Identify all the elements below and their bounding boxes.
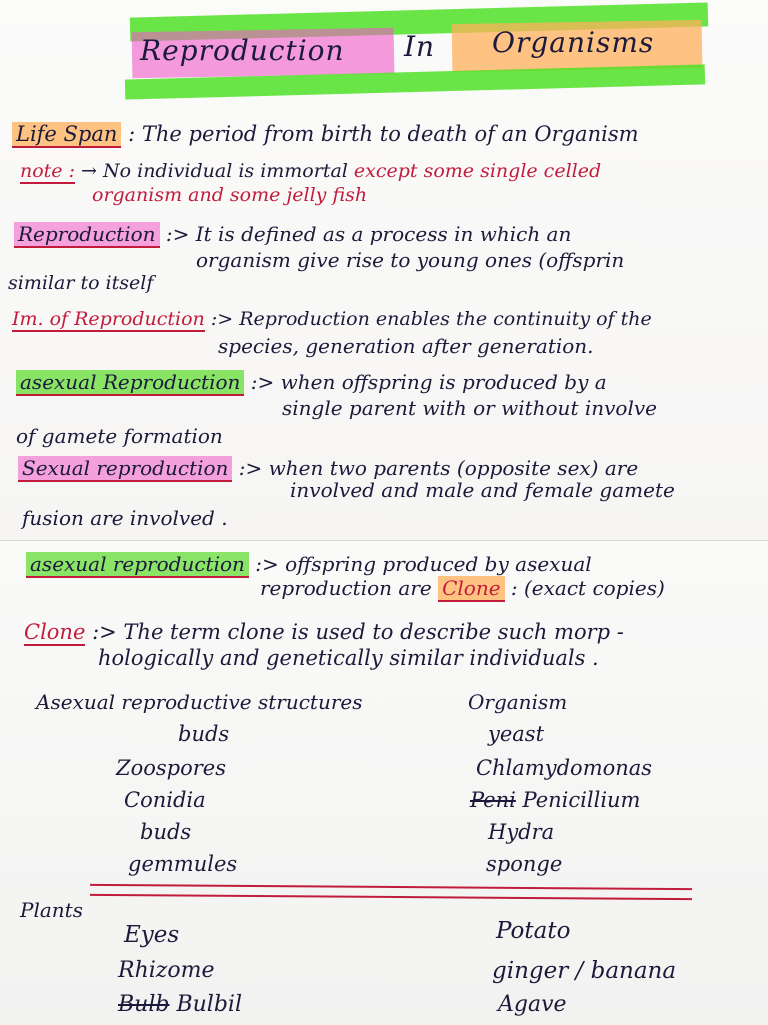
plants-row-3-structure-cell	[118, 992, 242, 1017]
note-arrow: →	[81, 160, 104, 182]
asexual-def-line1: :> when offspring is produced by a	[250, 370, 607, 394]
note-label: note :	[20, 160, 75, 182]
note-line-1	[20, 160, 601, 182]
title-part2: In	[404, 30, 436, 63]
asexual-clone-line2-end: : (exact copies)	[510, 576, 665, 600]
table-row-1-organism: yeast	[488, 722, 545, 746]
plants-row-1-organism: Potato	[496, 918, 571, 944]
table-row-3-organism: Penicillium	[522, 788, 641, 812]
reproduction-line-1	[14, 222, 571, 246]
clone-line-1	[24, 620, 624, 644]
importance-line2: species, generation after generation.	[218, 334, 594, 358]
table-row-3-structure: Conidia	[124, 788, 206, 812]
reproduction-line1: :> It is defined as a process in which an	[165, 222, 572, 246]
sexual-def-line2: involved and male and female gamete	[290, 478, 675, 502]
table-row-3-organism-cell	[470, 788, 640, 812]
asexual-clone-word: Clone	[438, 576, 504, 602]
reproduction-line3: similar to itself	[8, 272, 154, 294]
plants-row-3-structure-struck: Bulb	[118, 992, 170, 1017]
clone-line2: hologically and genetically similar individuals .	[98, 646, 599, 670]
note-text-ink: No individual is immortal	[103, 160, 348, 182]
importance-line1: :> Reproduction enables the continuity of the	[210, 308, 652, 330]
table-row-1-structure: buds	[178, 722, 230, 746]
note-text-red-1: except some single celled	[353, 160, 602, 182]
reproduction-term: Reproduction	[14, 222, 160, 248]
asexual-def-line3: of gamete formation	[16, 424, 223, 448]
sexual-def-line3: fusion are involved .	[22, 506, 228, 530]
table-row-4-structure: buds	[140, 820, 192, 844]
table-row-4-organism: Hydra	[488, 820, 555, 844]
sexual-def-line1: :> when two parents (opposite sex) are	[238, 456, 639, 480]
title-part3: Organisms	[492, 26, 655, 59]
plants-row-1-structure: Eyes	[124, 922, 180, 948]
plants-row-3-structure: Bulbil	[176, 992, 242, 1017]
asexual-def-line2: single parent with or without involve	[282, 396, 657, 420]
clone-term: Clone	[24, 620, 86, 644]
reproduction-line2: organism give rise to young ones (offsprin	[196, 248, 625, 272]
sexual-def-line-1	[18, 456, 638, 480]
table-header-organism: Organism	[468, 690, 568, 714]
lower-sheet	[0, 540, 768, 1025]
table-row-3-organism-struck: Peni	[470, 788, 516, 812]
asexual-clone-term: asexual reproduction	[26, 552, 249, 578]
plants-row-2-organism: ginger / banana	[492, 958, 677, 984]
asexual-def-term: asexual Reproduction	[16, 370, 244, 396]
plants-label: Plants	[20, 898, 83, 922]
plants-row-3-organism: Agave	[498, 992, 567, 1017]
asexual-clone-line2: reproduction are	[260, 576, 432, 600]
table-header-structures: Asexual reproductive structures	[36, 690, 363, 714]
sexual-def-term: Sexual reproduction	[18, 456, 232, 482]
table-row-2-organism: Chlamydomonas	[476, 756, 653, 780]
clone-line1: :> The term clone is used to describe such morp -	[92, 620, 624, 644]
importance-line-1	[12, 308, 652, 330]
plants-row-2-structure: Rhizome	[118, 958, 215, 983]
asexual-clone-line1: :> offspring produced by asexual	[255, 552, 592, 576]
asexual-def-line-1	[16, 370, 607, 394]
title-part1: Reproduction	[140, 34, 345, 67]
life-span-definition: : The period from birth to death of an Organism	[128, 122, 639, 146]
table-row-2-structure: Zoospores	[116, 756, 226, 780]
asexual-clone-line-2	[260, 576, 665, 600]
asexual-clone-line-1	[26, 552, 592, 576]
importance-term: Im. of Reproduction	[12, 308, 205, 330]
note-text-red-2: organism and some jelly fish	[92, 184, 368, 206]
life-span-term: Life Span	[12, 122, 121, 148]
table-row-5-organism: sponge	[486, 852, 563, 876]
table-row-5-structure: gemmules	[128, 852, 238, 876]
life-span-line	[12, 122, 639, 146]
